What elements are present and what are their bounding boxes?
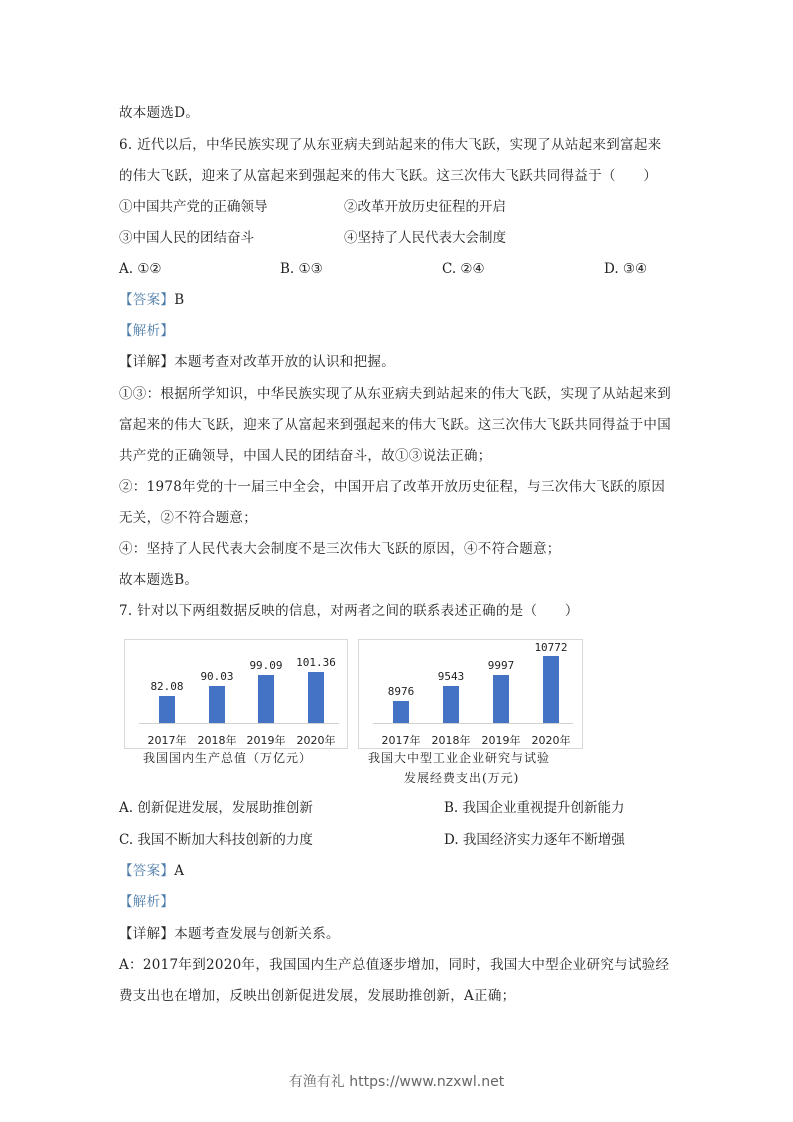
q6-detail-line: ④：坚持了人民代表大会制度不是三次伟大飞跃的原因，④不符合题意；	[119, 541, 561, 557]
x-tick-label: 2019年	[481, 734, 521, 747]
x-tick-label: 2017年	[147, 734, 187, 747]
x-axis	[139, 723, 339, 724]
x-axis	[373, 723, 573, 724]
q6-statement-3: ③中国人民的团结奋斗	[119, 230, 254, 246]
q7-option-d: D. 我国经济实力逐年不断增强	[444, 832, 625, 848]
q6-detail-line: 故本题选B。	[119, 572, 199, 588]
previous-conclusion: 故本题选D。	[119, 105, 200, 121]
q6-statement-2: ②改革开放历史征程的开启	[344, 199, 506, 215]
q6-statement-1: ①中国共产党的正确领导	[119, 199, 268, 215]
q7-analysis-heading	[119, 893, 174, 911]
bar-2019	[258, 675, 274, 723]
rd-expenditure-bar-chart	[358, 639, 583, 749]
x-tick-label: 2020年	[296, 734, 336, 747]
q6-option-d: D. ③④	[604, 261, 648, 277]
q6-stem-line-1: 6. 近代以后，中华民族实现了从东亚病夫到站起来的伟大飞跃，实现了从站起来到富起来	[119, 137, 662, 153]
answer-tag: 【答案】	[119, 863, 175, 879]
gdp-chart-caption: 我国国内生产总值（万亿元）	[143, 751, 313, 765]
bar-value-label: 10772	[534, 641, 568, 654]
page-footer-watermark: 有渔有礼 https://www.nzxwl.net	[288, 1074, 505, 1090]
bar-value-label: 99.09	[249, 659, 283, 672]
q6-detail-line: 【详解】本题考查对改革开放的认识和把握。	[119, 354, 395, 370]
q7-answer	[119, 862, 184, 880]
rd-chart-caption-line-1: 我国大中型工业企业研究与试验	[368, 751, 551, 765]
q6-option-c: C. ②④	[442, 261, 485, 277]
bar-value-label: 8976	[387, 685, 415, 698]
q6-detail-line: 共产党的正确领导，中国人民的团结奋斗，故①③说法正确；	[119, 448, 492, 464]
q7-stem: 7. 针对以下两组数据反映的信息，对两者之间的联系表述正确的是（ ）	[119, 603, 579, 619]
q6-stem-line-2: 的伟大飞跃，迎来了从富起来到强起来的伟大飞跃。这三次伟大飞跃共同得益于（ ）	[119, 168, 658, 184]
rd-chart-caption-line-2: 发展经费支出(万元)	[404, 771, 520, 785]
q6-detail-line: ①③：根据所学知识，中华民族实现了从东亚病夫到站起来的伟大飞跃，实现了从站起来到	[119, 386, 671, 402]
analysis-tag: 【解析】	[119, 894, 175, 910]
bar-value-label: 90.03	[200, 670, 234, 683]
q6-answer	[119, 291, 184, 309]
q7-detail-line: 【详解】本题考查发展与创新关系。	[119, 926, 340, 942]
x-tick-label: 2020年	[531, 734, 571, 747]
bar-value-label: 101.36	[296, 656, 336, 669]
answer-tag: 【答案】	[119, 292, 175, 308]
bar-2018	[443, 686, 459, 723]
bar-value-label: 9543	[437, 670, 465, 683]
bar-2019	[493, 675, 509, 723]
q7-detail-line: 费支出也在增加，反映出创新促进发展，发展助推创新，A正确；	[119, 988, 516, 1004]
q6-statement-4: ④坚持了人民代表大会制度	[344, 230, 506, 246]
x-tick-label: 2018年	[431, 734, 471, 747]
bar-2018	[209, 686, 225, 723]
x-tick-label: 2019年	[246, 734, 286, 747]
x-tick-label: 2018年	[197, 734, 237, 747]
q6-detail-line: 无关，②不符合题意；	[119, 510, 257, 526]
bar-2020	[308, 672, 324, 723]
bar-2017	[159, 696, 175, 723]
gdp-bar-chart	[124, 639, 348, 749]
bar-value-label: 9997	[487, 659, 515, 672]
answer-value: B	[174, 292, 185, 308]
q6-analysis-heading	[119, 322, 174, 340]
analysis-tag: 【解析】	[119, 323, 175, 339]
q7-detail-line: A：2017年到2020年，我国国内生产总值逐步增加，同时，我国大中型企业研究与试验经	[119, 957, 670, 973]
q6-detail-line: ②：1978年党的十一届三中全会，中国开启了改革开放历史征程，与三次伟大飞跃的原因	[119, 479, 666, 495]
bar-2017	[393, 701, 409, 723]
q7-option-a: A. 创新促进发展，发展助推创新	[119, 800, 313, 816]
q7-option-b: B. 我国企业重视提升创新能力	[444, 800, 625, 816]
bar-value-label: 82.08	[150, 680, 184, 693]
q7-option-c: C. 我国不断加大科技创新的力度	[119, 832, 313, 848]
q6-option-a: A. ①②	[119, 261, 162, 277]
x-tick-label: 2017年	[381, 734, 421, 747]
q6-detail-line: 富起来的伟大飞跃，迎来了从富起来到强起来的伟大飞跃。这三次伟大飞跃共同得益于中国	[119, 417, 671, 433]
q6-option-b: B. ①③	[280, 261, 323, 277]
answer-value: A	[174, 863, 185, 879]
bar-2020	[543, 656, 559, 723]
